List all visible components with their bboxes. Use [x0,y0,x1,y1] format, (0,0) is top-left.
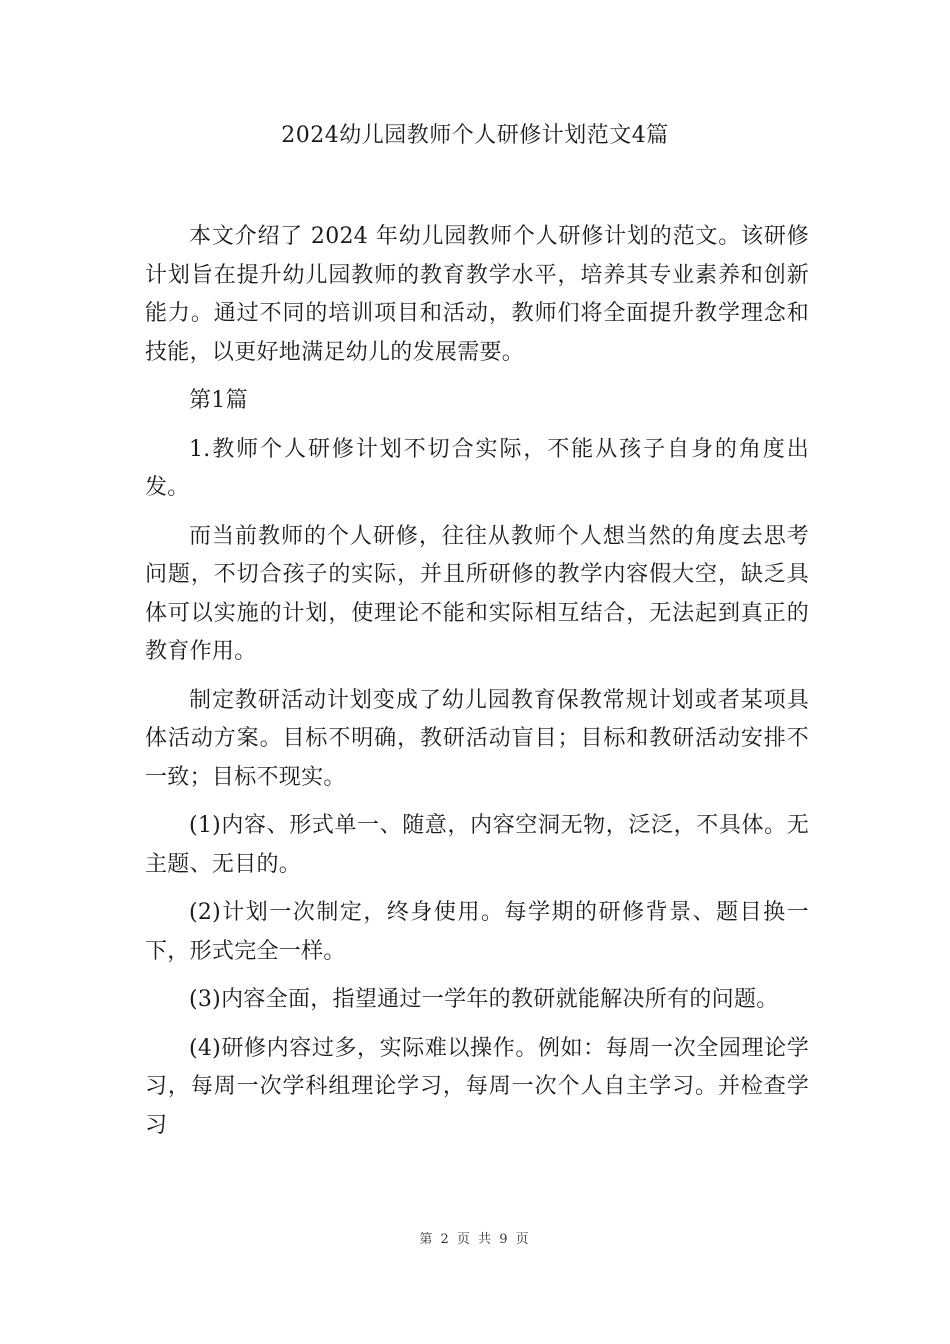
list-item: (2)计划一次制定，终身使用。每学期的研修背景、题目换一下，形式完全一样。 [145,900,809,964]
list-item: (3)内容全面，指望通过一学年的教研就能解决所有的问题。 [189,987,779,1012]
section-heading: 第1篇 [189,388,248,413]
list-item: (1)内容、形式单一、随意，内容空洞无物，泛泛，不具体。无主题、无目的。 [145,813,809,877]
body-paragraph: 制定教研活动计划变成了幼儿园教育保教常规计划或者某项具体活动方案。目标不明确，教研活动盲目；目标和教研活动安排不一致；目标不现实。 [145,687,809,790]
body-paragraph: 1.教师个人研修计划不切合实际，不能从孩子自身的角度出发。 [145,436,809,500]
document-title: 2024幼儿园教师个人研修计划范文4篇 [281,123,669,148]
body-paragraph: 而当前教师的个人研修，往往从教师个人想当然的角度去思考问题，不切合孩子的实际，并且所研修的教学内容假大空，缺乏具体可以实施的计划，使理论不能和实际相互结合，无法起到真正的教育作用。 [145,523,809,664]
intro-paragraph: 本文介绍了 2024 年幼儿园教师个人研修计划的范文。该研修计划旨在提升幼儿园教师的教育教学水平，培养其专业素养和创新能力。通过不同的培训项目和活动，教师们将全面提升教学理念和技能，以更好地满足幼儿的发展需要。 [145,224,809,365]
list-item: (4)研修内容过多，实际难以操作。例如：每周一次全园理论学习，每周一次学科组理论学习，每周一次个人自主学习。并检查学习 [145,1035,809,1138]
page-footer: 第 2 页 共 9 页 [419,1232,531,1247]
document-body [145,218,809,1155]
